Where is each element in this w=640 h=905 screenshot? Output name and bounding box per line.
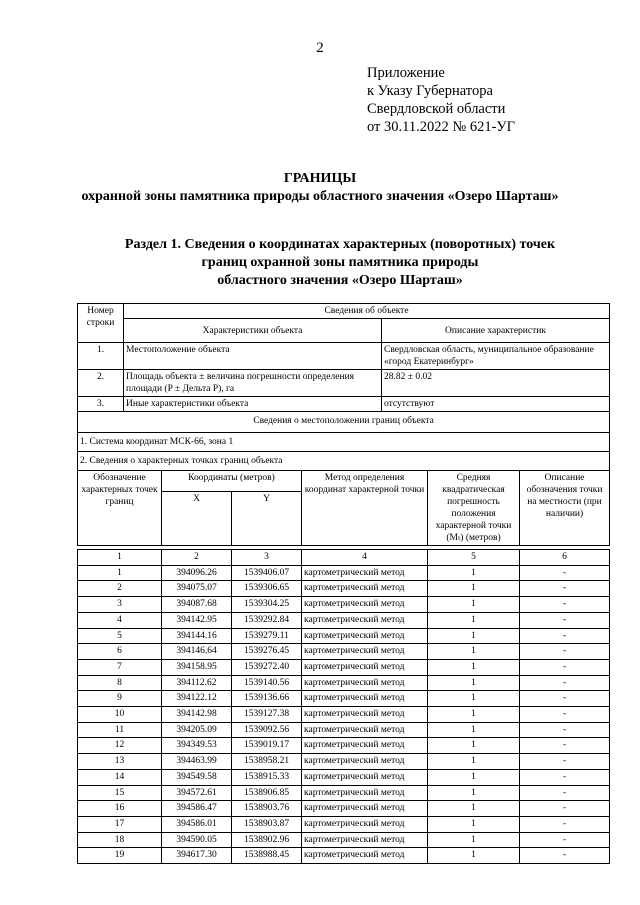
y-coordinate: 1539279.11 <box>232 628 302 644</box>
error-cell: 1 <box>428 675 520 691</box>
appendix-line: Свердловской области <box>367 101 506 117</box>
y-coordinate: 1538902.96 <box>232 832 302 848</box>
y-coordinate: 1538906.85 <box>232 785 302 801</box>
characteristic-cell: Площадь объекта ± величина погрешности определения площади (P ± Дельта P), га <box>124 370 382 397</box>
method-cell: картометрический метод <box>302 801 428 817</box>
table-row <box>78 769 610 785</box>
method-cell: картометрический метод <box>302 769 428 785</box>
appendix-date: от 30.11.2022 № 621-УГ <box>367 119 516 135</box>
point-description: - <box>520 628 610 644</box>
method-cell: картометрический метод <box>302 738 428 754</box>
x-header: X <box>162 492 232 546</box>
point-id: 14 <box>78 769 162 785</box>
method-cell: картометрический метод <box>302 644 428 660</box>
column-number: 1 <box>78 550 162 566</box>
point-description: - <box>520 738 610 754</box>
y-coordinate: 1538958.21 <box>232 754 302 770</box>
method-cell: картометрический метод <box>302 848 428 864</box>
y-coordinate: 1539276.45 <box>232 644 302 660</box>
table-row <box>78 581 610 597</box>
table-row <box>78 644 610 660</box>
title-heading: ГРАНИЦЫ <box>283 171 357 186</box>
y-coordinate: 1538988.45 <box>232 848 302 864</box>
error-cell: 1 <box>428 832 520 848</box>
y-coordinate: 1539292.84 <box>232 612 302 628</box>
point-description: - <box>520 644 610 660</box>
point-description: - <box>520 707 610 723</box>
y-coordinate: 1539019.17 <box>232 738 302 754</box>
error-cell: 1 <box>428 707 520 723</box>
x-coordinate: 394075.07 <box>162 581 232 597</box>
y-coordinate: 1539136.66 <box>232 691 302 707</box>
point-id: 1 <box>78 565 162 581</box>
row-number: 3. <box>78 397 124 412</box>
description-header: Описание характеристик <box>382 319 610 343</box>
column-number: 2 <box>162 550 232 566</box>
x-coordinate: 394087.68 <box>162 597 232 613</box>
point-id: 3 <box>78 597 162 613</box>
point-description: - <box>520 801 610 817</box>
x-coordinate: 394590.05 <box>162 832 232 848</box>
table-row <box>78 785 610 801</box>
x-coordinate: 394112.62 <box>162 675 232 691</box>
error-cell: 1 <box>428 769 520 785</box>
x-coordinate: 394572.61 <box>162 785 232 801</box>
method-cell: картометрический метод <box>302 597 428 613</box>
document-title <box>0 170 640 206</box>
x-coordinate: 394146.64 <box>162 644 232 660</box>
table-row <box>78 738 610 754</box>
error-cell: 1 <box>428 848 520 864</box>
method-cell: картометрический метод <box>302 612 428 628</box>
point-id: 10 <box>78 707 162 723</box>
characteristics-header: Характеристики объекта <box>124 319 382 343</box>
error-cell: 1 <box>428 785 520 801</box>
x-coordinate: 394586.01 <box>162 816 232 832</box>
point-description: - <box>520 565 610 581</box>
method-cell: картометрический метод <box>302 707 428 723</box>
point-id: 15 <box>78 785 162 801</box>
error-cell: 1 <box>428 659 520 675</box>
row-number: 1. <box>78 343 124 370</box>
x-coordinate: 394463.99 <box>162 754 232 770</box>
y-coordinate: 1539127.38 <box>232 707 302 723</box>
point-id: 16 <box>78 801 162 817</box>
description-cell: 28.82 ± 0.02 <box>382 370 610 397</box>
point-description: - <box>520 785 610 801</box>
x-coordinate: 394142.98 <box>162 707 232 723</box>
table-row <box>78 722 610 738</box>
x-coordinate: 394586.47 <box>162 801 232 817</box>
point-description: - <box>520 612 610 628</box>
point-id: 19 <box>78 848 162 864</box>
table-row <box>78 832 610 848</box>
section-line: областного значения «Озеро Шарташ» <box>217 273 463 288</box>
error-cell: 1 <box>428 597 520 613</box>
y-coordinate: 1539304.25 <box>232 597 302 613</box>
x-coordinate: 394617.30 <box>162 848 232 864</box>
row-number-header: Номер строки <box>78 304 124 343</box>
method-cell: картометрический метод <box>302 722 428 738</box>
method-cell: картометрический метод <box>302 785 428 801</box>
y-header: Y <box>232 492 302 546</box>
error-cell: 1 <box>428 801 520 817</box>
point-id: 11 <box>78 722 162 738</box>
title-subheading: охранной зоны памятника природы областного значения «Озеро Шарташ» <box>81 189 559 204</box>
location-table <box>77 411 610 864</box>
point-description: - <box>520 675 610 691</box>
point-id: 18 <box>78 832 162 848</box>
point-description: - <box>520 754 610 770</box>
designation-header: Обозначение характерных точек границ <box>78 471 162 546</box>
points-header: 2. Сведения о характерных точках границ объекта <box>78 452 610 471</box>
point-id: 9 <box>78 691 162 707</box>
y-coordinate: 1539272.40 <box>232 659 302 675</box>
column-number: 5 <box>428 550 520 566</box>
point-id: 6 <box>78 644 162 660</box>
method-cell: картометрический метод <box>302 832 428 848</box>
table-row <box>78 659 610 675</box>
column-number: 4 <box>302 550 428 566</box>
object-info-header: Сведения об объекте <box>124 304 610 319</box>
y-coordinate: 1539406.07 <box>232 565 302 581</box>
section-line: границ охранной зоны памятника природы <box>201 255 479 270</box>
error-cell: 1 <box>428 628 520 644</box>
point-description: - <box>520 722 610 738</box>
appendix-line: к Указу Губернатора <box>367 83 493 99</box>
table-row <box>78 597 610 613</box>
point-id: 8 <box>78 675 162 691</box>
point-description: - <box>520 581 610 597</box>
column-number: 3 <box>232 550 302 566</box>
points-body <box>78 565 610 863</box>
x-coordinate: 394158.95 <box>162 659 232 675</box>
description-cell: отсутствуют <box>382 397 610 412</box>
section-line: Раздел 1. Сведения о координатах характерных (поворотных) точек <box>124 237 556 252</box>
y-coordinate: 1538903.87 <box>232 816 302 832</box>
point-id: 12 <box>78 738 162 754</box>
y-coordinate: 1538903.76 <box>232 801 302 817</box>
point-id: 13 <box>78 754 162 770</box>
characteristic-cell: Иные характеристики объекта <box>124 397 382 412</box>
error-header: Средняя квадратическая погрешность положения характерной точки (Mₜ) (метров) <box>428 471 520 546</box>
method-cell: картометрический метод <box>302 581 428 597</box>
table-row <box>78 816 610 832</box>
appendix-line: Приложение <box>367 65 445 81</box>
error-cell: 1 <box>428 816 520 832</box>
point-description: - <box>520 691 610 707</box>
method-cell: картометрический метод <box>302 628 428 644</box>
page-number: 2 <box>316 40 324 56</box>
point-description: - <box>520 769 610 785</box>
error-cell: 1 <box>428 754 520 770</box>
point-id: 17 <box>78 816 162 832</box>
method-cell: картометрический метод <box>302 659 428 675</box>
table-row <box>78 801 610 817</box>
method-cell: картометрический метод <box>302 816 428 832</box>
point-id: 7 <box>78 659 162 675</box>
object-info-table <box>77 303 610 412</box>
method-cell: картометрический метод <box>302 675 428 691</box>
table-row <box>78 628 610 644</box>
method-cell: картометрический метод <box>302 754 428 770</box>
coordinates-header: Координаты (метров) <box>162 471 302 492</box>
column-numbers-row <box>78 550 610 566</box>
error-cell: 1 <box>428 691 520 707</box>
method-header: Метод определения координат характерной точки <box>302 471 428 546</box>
point-id: 2 <box>78 581 162 597</box>
x-coordinate: 394349.53 <box>162 738 232 754</box>
x-coordinate: 394122.12 <box>162 691 232 707</box>
table-row <box>78 754 610 770</box>
point-description-header: Описание обозначения точки на местности (при наличии) <box>520 471 610 546</box>
method-cell: картометрический метод <box>302 565 428 581</box>
table-row <box>78 707 610 723</box>
row-number: 2. <box>78 370 124 397</box>
x-coordinate: 394096.26 <box>162 565 232 581</box>
coordinate-system: 1. Система координат МСК-66, зона 1 <box>78 433 610 452</box>
y-coordinate: 1539306.65 <box>232 581 302 597</box>
x-coordinate: 394144.16 <box>162 628 232 644</box>
point-description: - <box>520 832 610 848</box>
table-row <box>78 565 610 581</box>
y-coordinate: 1539140.56 <box>232 675 302 691</box>
description-cell: Свердловская область, муниципальное образование «город Екатеринбург» <box>382 343 610 370</box>
x-coordinate: 394205.09 <box>162 722 232 738</box>
point-description: - <box>520 848 610 864</box>
point-id: 4 <box>78 612 162 628</box>
y-coordinate: 1538915.33 <box>232 769 302 785</box>
location-header: Сведения о местоположении границ объекта <box>78 412 610 433</box>
x-coordinate: 394549.58 <box>162 769 232 785</box>
point-description: - <box>520 597 610 613</box>
error-cell: 1 <box>428 581 520 597</box>
error-cell: 1 <box>428 722 520 738</box>
table-row <box>78 691 610 707</box>
y-coordinate: 1539092.56 <box>232 722 302 738</box>
error-cell: 1 <box>428 644 520 660</box>
table-row <box>78 675 610 691</box>
error-cell: 1 <box>428 612 520 628</box>
point-id: 5 <box>78 628 162 644</box>
error-cell: 1 <box>428 738 520 754</box>
characteristic-cell: Местоположение объекта <box>124 343 382 370</box>
table-row <box>78 612 610 628</box>
point-description: - <box>520 816 610 832</box>
column-number: 6 <box>520 550 610 566</box>
error-cell: 1 <box>428 565 520 581</box>
x-coordinate: 394142.95 <box>162 612 232 628</box>
method-cell: картометрический метод <box>302 691 428 707</box>
section-heading <box>60 236 620 290</box>
point-description: - <box>520 659 610 675</box>
appendix-block <box>367 64 515 136</box>
table-row <box>78 848 610 864</box>
